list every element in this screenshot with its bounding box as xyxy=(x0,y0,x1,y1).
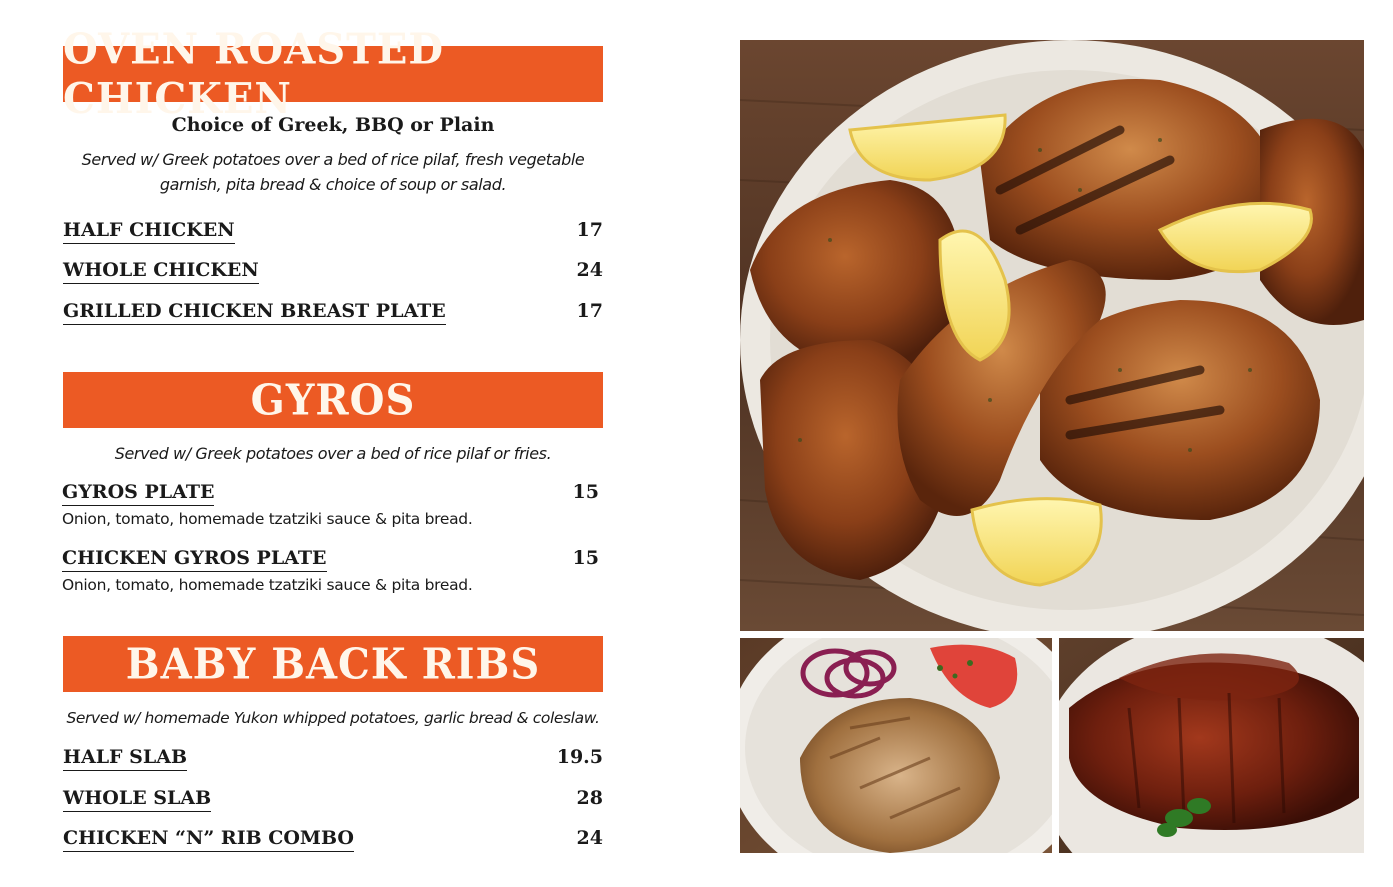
chicken-gyros-plate-description: Onion, tomato, homemade tzatziki sauce & pita bread. xyxy=(62,576,473,594)
menu-item-price: 24 xyxy=(576,259,603,281)
menu-item-whole-chicken xyxy=(63,258,603,288)
menu-item-chicken-n-rib-combo xyxy=(63,826,603,856)
menu-item-price: 28 xyxy=(576,787,603,809)
menu-item-half-slab xyxy=(63,745,603,775)
gyros-description: Served w/ Greek potatoes over a bed of rice pilaf or fries. xyxy=(114,444,552,463)
ribs-image xyxy=(1059,638,1364,853)
gyros-section-title: GYROS xyxy=(250,375,416,425)
gyros-image xyxy=(740,638,1052,853)
menu-item-name: HALF SLAB xyxy=(63,745,187,771)
menu-item-chicken-gyros-plate xyxy=(62,546,602,576)
menu-item-price: 15 xyxy=(572,547,599,569)
ribs-description: Served w/ homemade Yukon whipped potatoes, garlic bread & coleslaw. xyxy=(66,709,600,727)
menu-item-name: CHICKEN “N” RIB COMBO xyxy=(63,826,354,852)
gyros-photo xyxy=(740,638,1052,853)
menu-item-price: 15 xyxy=(572,481,599,503)
menu-item-price: 17 xyxy=(576,219,603,241)
chicken-subtitle: Choice of Greek, BBQ or Plain xyxy=(171,114,495,136)
menu-item-whole-slab xyxy=(63,786,603,816)
ribs-photo xyxy=(1059,638,1364,853)
chicken-description-line1: Served w/ Greek potatoes over a bed of rice pilaf, fresh vegetable xyxy=(81,150,585,169)
menu-item-name: WHOLE CHICKEN xyxy=(63,258,259,284)
menu-item-half-chicken xyxy=(63,218,603,248)
menu-item-price: 17 xyxy=(576,300,603,322)
menu-item-name: CHICKEN GYROS PLATE xyxy=(62,546,327,572)
roasted-chicken-photo xyxy=(740,40,1364,631)
roasted-chicken-image xyxy=(740,40,1364,631)
menu-item-name: HALF CHICKEN xyxy=(63,218,235,244)
menu-item-gyros-plate xyxy=(62,480,602,510)
menu-item-price: 24 xyxy=(576,827,603,849)
ribs-section-banner xyxy=(63,636,603,692)
chicken-description-line2: garnish, pita bread & choice of soup or salad. xyxy=(159,175,507,194)
menu-item-name: WHOLE SLAB xyxy=(63,786,211,812)
ribs-section-title: BABY BACK RIBS xyxy=(125,639,541,689)
menu-item-grilled-chicken-breast xyxy=(63,299,603,329)
chicken-section-banner xyxy=(63,24,603,124)
menu-item-name: GRILLED CHICKEN BREAST PLATE xyxy=(63,299,446,325)
gyros-section-banner xyxy=(63,372,603,428)
menu-item-price: 19.5 xyxy=(556,746,603,768)
chicken-section-title: OVEN ROASTED CHICKEN xyxy=(63,24,445,124)
menu-item-name: GYROS PLATE xyxy=(62,480,214,506)
gyros-plate-description: Onion, tomato, homemade tzatziki sauce & pita bread. xyxy=(62,510,473,528)
